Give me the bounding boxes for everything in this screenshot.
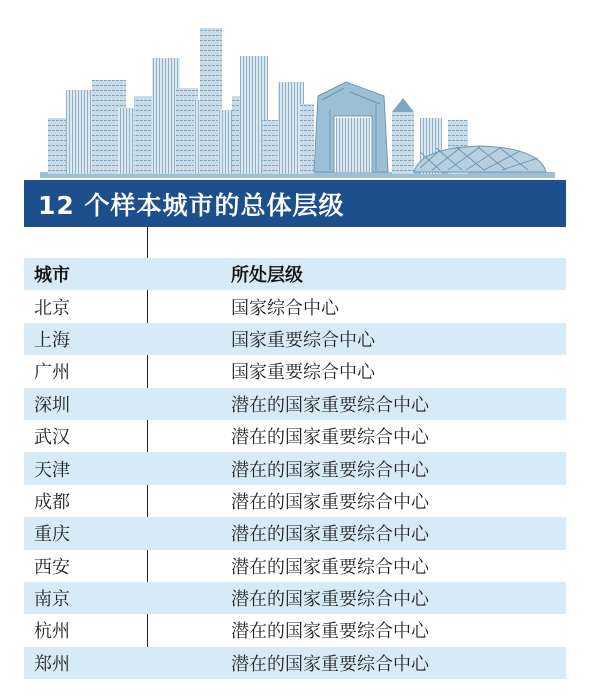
city-cell: 广州 <box>34 362 70 384</box>
column-header-level: 所处层级 <box>147 258 566 290</box>
city-cell: 上海 <box>24 323 147 355</box>
city-cell: 西安 <box>34 556 70 578</box>
city-cell: 北京 <box>34 297 70 319</box>
level-cell: 潜在的国家重要综合中心 <box>231 556 429 578</box>
level-cell: 潜在的国家重要综合中心 <box>147 517 566 549</box>
table-row <box>24 388 566 420</box>
table-row <box>24 485 566 517</box>
city-cell: 深圳 <box>24 388 147 420</box>
city-cell: 重庆 <box>24 517 147 549</box>
building <box>66 90 96 174</box>
building <box>300 104 314 174</box>
level-cell: 国家综合中心 <box>231 297 339 319</box>
table-row <box>24 420 566 452</box>
table-row <box>24 323 566 355</box>
table-row <box>24 647 566 679</box>
table-row <box>24 517 566 549</box>
city-skyline-illustration <box>0 0 600 182</box>
city-cell: 杭州 <box>34 621 70 643</box>
city-cell: 郑州 <box>24 647 147 679</box>
table-row <box>24 290 566 322</box>
table-row <box>24 614 566 646</box>
building <box>262 120 280 174</box>
page-title: 12 个样本城市的总体层级 <box>38 190 345 220</box>
title-bar <box>24 180 566 227</box>
column-header-city: 城市 <box>24 258 147 290</box>
table-row <box>24 582 566 614</box>
level-cell: 潜在的国家重要综合中心 <box>231 621 429 643</box>
level-cell: 国家重要综合中心 <box>147 323 566 355</box>
building <box>392 112 414 174</box>
level-cell: 潜在的国家重要综合中心 <box>231 427 429 449</box>
city-cell: 天津 <box>24 452 147 484</box>
city-cell: 成都 <box>34 491 70 513</box>
city-level-table <box>24 258 566 679</box>
level-cell: 潜在的国家重要综合中心 <box>147 388 566 420</box>
table-row <box>24 550 566 582</box>
city-cell: 武汉 <box>34 427 70 449</box>
level-cell: 潜在的国家重要综合中心 <box>231 491 429 513</box>
city-cell: 南京 <box>24 582 147 614</box>
level-cell: 潜在的国家重要综合中心 <box>147 647 566 679</box>
table-row <box>24 355 566 387</box>
building <box>152 58 180 174</box>
level-cell: 潜在的国家重要综合中心 <box>147 452 566 484</box>
level-cell: 国家重要综合中心 <box>231 362 375 384</box>
level-cell: 潜在的国家重要综合中心 <box>147 582 566 614</box>
table-row <box>24 452 566 484</box>
table-header-row <box>24 258 566 290</box>
